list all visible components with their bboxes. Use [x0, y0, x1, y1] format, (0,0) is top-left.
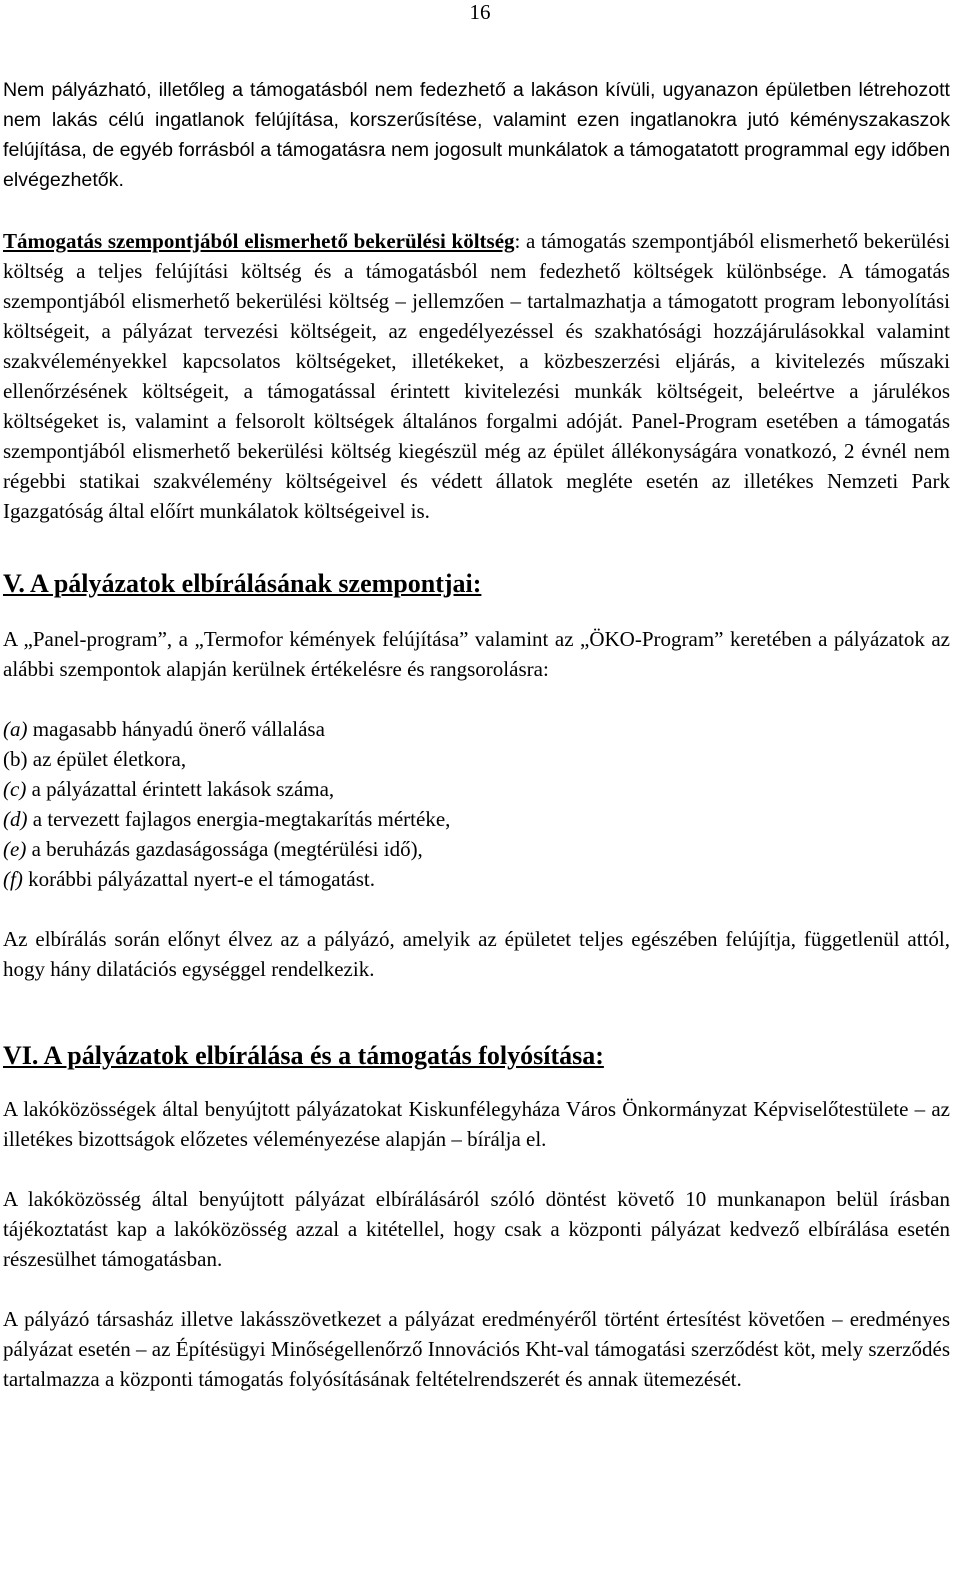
criterion-marker: (c)	[3, 777, 27, 801]
criterion-marker: (f)	[3, 867, 23, 891]
criterion-text: a beruházás gazdaságossága (megtérülési idő),	[26, 837, 423, 861]
eligible-cost-term: Támogatás szempontjából elismerhető bekerülési költség	[3, 229, 515, 253]
section-vi-paragraph-2: A lakóközösség által benyújtott pályázat elbírálásáról szóló döntést követő 10 munkanapon belül írásban tájékoztatást kap a lakóközösség azzal a kitétellel, hogy csak a központi pályázat kedvező elbírálása esetén részesülhet támogatásban.	[3, 1187, 950, 1271]
section-v-closing: Az elbírálás során előnyt élvez az a pályázó, amelyik az épületet teljes egészében felújítja, függetlenül attól, hogy hány dilatációs egységgel rendelkezik.	[3, 927, 950, 981]
criterion-marker: (e)	[3, 837, 27, 861]
list-item	[3, 744, 950, 774]
section-vi-heading: VI. A pályázatok elbírálása és a támogatás folyósítása:	[3, 1041, 604, 1070]
list-item	[3, 834, 950, 864]
document-body	[3, 75, 950, 1394]
section-vi-paragraph-3: A pályázó társasház illetve lakásszövetkezet a pályázat eredményéről történt értesítést követően – eredményes pályázat esetén – az Építésügyi Minőségellenőrző Innovációs Kht-val támogatási szerződést köt, mely szerződés tartalmazza a központi támogatás folyósításának feltételrendszerét és annak ütemezését.	[3, 1307, 950, 1391]
criterion-text: magasabb hányadú önerő vállalása	[27, 717, 325, 741]
paragraph-eligible-cost	[3, 226, 950, 526]
criterion-text: az épület életkora,	[27, 747, 187, 771]
evaluation-criteria-list	[3, 714, 950, 894]
eligible-cost-definition: : a támogatás szempontjából elismerhető bekerülési költség a teljes felújítási költség és a támogatásból nem fedezhető költségek különbsége.	[3, 229, 950, 283]
criterion-marker: (b)	[3, 747, 28, 771]
criterion-text: a tervezett fajlagos energia-megtakarítás mértéke,	[27, 807, 451, 831]
paragraph-non-eligible-works: Nem pályázható, illetőleg a támogatásból nem fedezhető a lakáson kívüli, ugyanazon épületben létrehozott nem lakás célú ingatlanok felújítása, korszerűsítése, valamint ezen ingatlanokra jutó kéményszakaszok felújítása, de egyéb forrásból a támogatásra nem jogosult munkálatok a támogatatott programmal egy időben elvégezhetők.	[3, 79, 950, 191]
list-item	[3, 864, 950, 894]
section-v-heading: V. A pályázatok elbírálásának szempontjai:	[3, 569, 482, 598]
list-item	[3, 804, 950, 834]
page-number: 16	[469, 0, 491, 24]
list-item	[3, 714, 950, 744]
list-item	[3, 774, 950, 804]
section-v-intro: A „Panel-program”, a „Termofor kémények felújítása” valamint az „ÖKO-Program” keretében a pályázatok az alábbi szempontok alapján kerülnek értékelésre és rangsorolásra:	[3, 627, 950, 681]
eligible-cost-details: A támogatás szempontjából elismerhető bekerülési költség – jellemzően – tartalmazhatja a támogatott program lebonyolítási költségeit, a pályázat tervezési költségeit, az engedélyezéssel és szakhatósági hozzájárulásokkal valamint szakvéleményekkel kapcsolatos költségeket, illetékeket, a közbeszerzési eljárás, a kivitelezés műszaki ellenőrzésének költségeit, a támogatással érintett kivitelezési munkák költségeit, beleértve a járulékos költségeket is, valamint a felsorolt költségek általános forgalmi adóját. Panel-Program esetében a támogatás szempontjából elismerhető bekerülési költség kiegészül még az épület állékonyságára vonatkozó, 2 évnél nem régebbi statikai szakvélemény költségeivel és védett állatok megléte esetén az illetékes Nemzeti Park Igazgatóság által előírt munkálatok költségeivel is.	[3, 259, 950, 523]
criterion-marker: (a)	[3, 717, 28, 741]
criterion-text: a pályázattal érintett lakások száma,	[26, 777, 335, 801]
criterion-marker: (d)	[3, 807, 28, 831]
criterion-text: korábbi pályázattal nyert-e el támogatást.	[22, 867, 376, 891]
section-vi-paragraph-1: A lakóközösségek által benyújtott pályázatokat Kiskunfélegyháza Város Önkormányzat Képviselőtestülete – az illetékes bizottságok előzetes véleményezése alapján – bírálja el.	[3, 1097, 950, 1151]
